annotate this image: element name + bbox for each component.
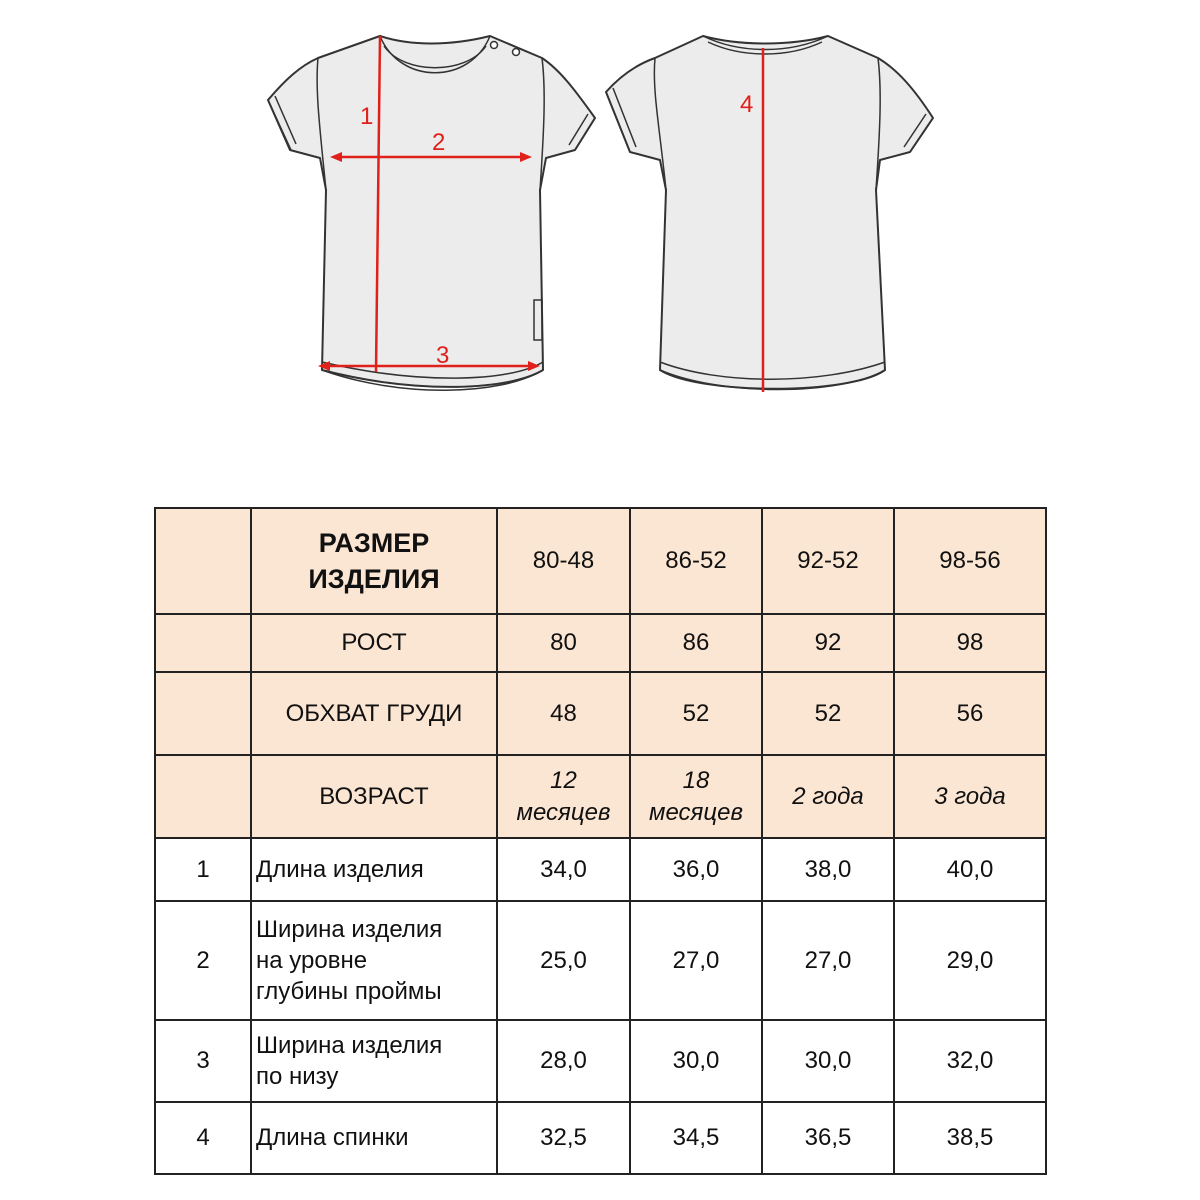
chest-value: 52 — [762, 672, 894, 755]
size-value: 86-52 — [630, 508, 762, 614]
measure-value: 28,0 — [497, 1020, 630, 1102]
age-value: 3 года — [894, 755, 1046, 838]
measure-value: 30,0 — [762, 1020, 894, 1102]
measure-value: 32,5 — [497, 1102, 630, 1174]
measure-row — [155, 838, 1046, 901]
measure-value: 36,5 — [762, 1102, 894, 1174]
size-chart-table — [154, 507, 1047, 1175]
row-description: Длина изделия — [251, 838, 497, 901]
measure-value: 27,0 — [630, 901, 762, 1020]
measure-label-4: 4 — [740, 91, 754, 118]
size-title: РАЗМЕР ИЗДЕЛИЯ — [251, 508, 497, 614]
measure-label-3: 3 — [436, 342, 450, 369]
chest-value: 48 — [497, 672, 630, 755]
chest-row — [155, 672, 1046, 755]
age-value: 2 года — [762, 755, 894, 838]
measure-row — [155, 1020, 1046, 1102]
measure-row — [155, 1102, 1046, 1174]
chest-value: 56 — [894, 672, 1046, 755]
measure-value: 34,5 — [630, 1102, 762, 1174]
measure-value: 32,0 — [894, 1020, 1046, 1102]
empty-cell — [155, 672, 251, 755]
height-value: 80 — [497, 614, 630, 672]
measure-value: 25,0 — [497, 901, 630, 1020]
row-number: 3 — [155, 1020, 251, 1102]
row-number: 2 — [155, 901, 251, 1020]
empty-cell — [155, 755, 251, 838]
measure-value: 38,0 — [762, 838, 894, 901]
row-number: 1 — [155, 838, 251, 901]
chest-value: 52 — [630, 672, 762, 755]
measure-row — [155, 901, 1046, 1020]
row-description: Ширина изделия на уровне глубины проймы — [251, 901, 497, 1020]
height-value: 86 — [630, 614, 762, 672]
height-row — [155, 614, 1046, 672]
chest-label: ОБХВАТ ГРУДИ — [251, 672, 497, 755]
tshirt-drawing — [0, 0, 1200, 460]
measure-value: 38,5 — [894, 1102, 1046, 1174]
measure-value: 27,0 — [762, 901, 894, 1020]
size-row — [155, 508, 1046, 614]
row-description: Ширина изделия по низу — [251, 1020, 497, 1102]
empty-cell — [155, 508, 251, 614]
size-value: 80-48 — [497, 508, 630, 614]
age-value: 12 месяцев — [497, 755, 630, 838]
measure-value: 40,0 — [894, 838, 1046, 901]
height-value: 92 — [762, 614, 894, 672]
measure-label-1: 1 — [360, 103, 374, 130]
measure-value: 30,0 — [630, 1020, 762, 1102]
measure-label-2: 2 — [432, 129, 446, 156]
age-label: ВОЗРАСТ — [251, 755, 497, 838]
measure-value: 34,0 — [497, 838, 630, 901]
size-value: 98-56 — [894, 508, 1046, 614]
age-value: 18 месяцев — [630, 755, 762, 838]
measure-value: 29,0 — [894, 901, 1046, 1020]
row-number: 4 — [155, 1102, 251, 1174]
measure-value: 36,0 — [630, 838, 762, 901]
height-value: 98 — [894, 614, 1046, 672]
row-description: Длина спинки — [251, 1102, 497, 1174]
size-value: 92-52 — [762, 508, 894, 614]
age-row — [155, 755, 1046, 838]
empty-cell — [155, 614, 251, 672]
height-label: РОСТ — [251, 614, 497, 672]
